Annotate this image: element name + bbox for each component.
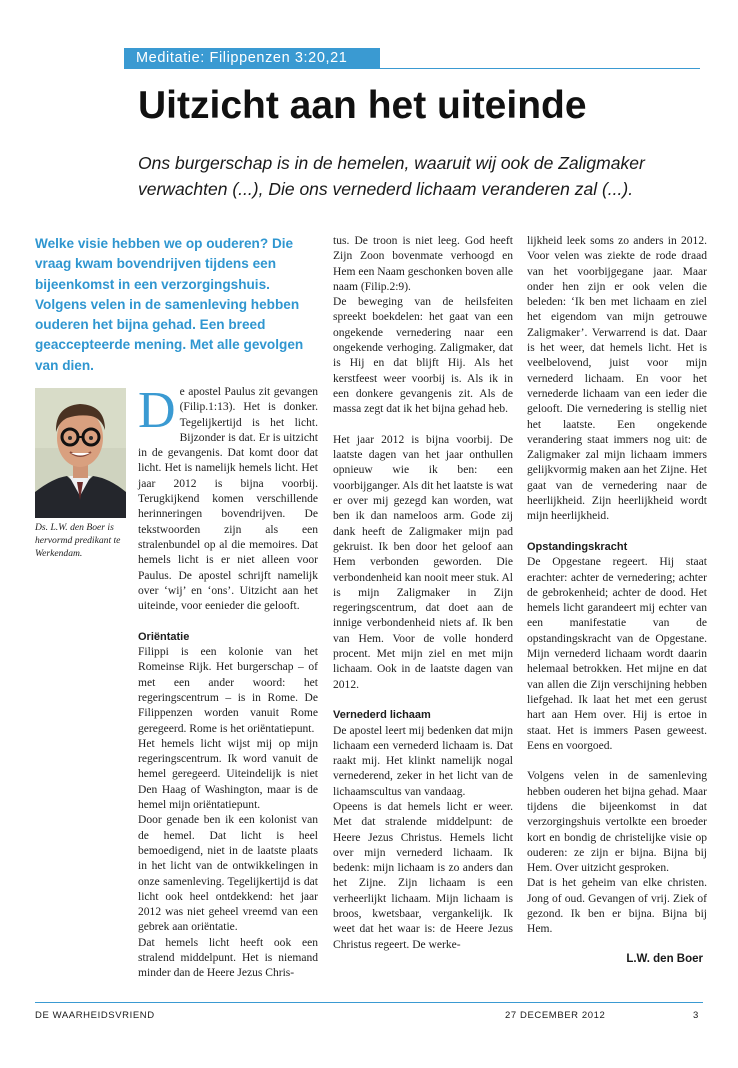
column-1-para-4: Door genade ben ik een kolonist van de hemel. Dat licht is heel bemoedigend, niet in de laatste plaats in het licht van de ontwikkelingen in onze samenleving. Tegelijkertijd is dat licht ook heel ontdekkend: het jaar 2012 was niet geheel vreemd van een gebrek aan oriëntatie. <box>138 814 318 934</box>
column-1-para-5: Dat hemels licht heeft ook een stralend middelpunt. Het is niemand minder dan de Heere Jezus Chris- <box>138 936 318 980</box>
article-column-2 <box>333 234 513 953</box>
column-2-para-3: Het jaar 2012 is bijna voorbij. De laatste dagen van het jaar onthullen opnieuw wie ik ben: een voorbijganger. Als dit het laatste is wat er over mij gezegd kan worden, wat ben ik dan nameloos arm. Gode zij dank heeft de Zaligmaker mijn pad gekruist. Ik ben door het geloof aan Hem verbonden geworden. Die verbondenheid kan nooit meer stuk. Al is mijn Zaligmaker in Zijn regeringscentrum, dat doet aan de innige verbondenheid niets af. Ik ben van Hem. Voor de volle honderd procent. Met mijn ziel en met mijn lichaam. Ook in de laatste dagen van 2012. <box>333 433 513 691</box>
column-1-opening <box>138 382 318 614</box>
author-portrait-image <box>35 388 126 518</box>
subheading-opstandingskracht: Opstandingskracht <box>527 540 628 553</box>
column-3-para-1: lijkheid leek soms zo anders in 2012. Voor velen was ziekte de rode draad van het voorbijgegane jaar. Maar onder hen zijn er ook velen die beleden: ‘Ik ben met lichaam en ziel het eigendom van mijn getrouwe Zaligmaker’. Verwarrend is dat. Daar is het weer, dat hemels licht. Het is veelbelovend, juist voor mijn vernederd lichaam. En voor het vernederde lichaam van een ieder die gelooft. Die vernedering is stellig niet het laatste. Een ongekende verandering staat immers nog uit: de Zaligmaker zal mijn lichaam immers gelijkvormig maken aan het Zijne. Het gaat van de vernedering naar de heerlijkheid. Zijn heerlijkheid wordt mijn heerlijkheid. <box>527 235 707 523</box>
column-3-para-4: Dat is het geheim van elke christen. Jong of oud. Gevangen of vrij. Ziek of gezond. Ik ben er bijna. Bijna bij Hem. <box>527 877 707 936</box>
article-column-3 <box>527 234 707 938</box>
author-signature: L.W. den Boer <box>626 953 703 965</box>
footer-date: 27 DECEMBER 2012 <box>505 1010 606 1021</box>
intro-lede <box>35 234 305 376</box>
column-1-para-3: Het hemels licht wijst mij op mijn regeringscentrum. Ik word vanuit de hemel geregeerd. Uiteindelijk is niet Den Haag of Washington, maar is de hemel mijn oriëntatiepunt. <box>138 737 318 812</box>
column-2-para-1: tus. De troon is niet leeg. God heeft Zijn Zoon bovenmate verhoogd en Hem een Naam geschonken boven alle naam (Filip.2:9). <box>333 235 513 293</box>
footer-rule <box>35 1002 703 1003</box>
subheading-vernederd-lichaam: Vernederd lichaam <box>333 709 431 722</box>
column-1-para-2: Filippi is een kolonie van het Romeinse Rijk. Het burgerschap – of met een ander woord: het regeringscentrum – is in Rome. De Filippenzen worden vanuit Rome geregeerd. Rome is het oriëntatiepunt. <box>138 646 318 735</box>
photo-caption: Ds. L.W. den Boer is hervormd predikant te Werkendam. <box>35 522 121 559</box>
column-3-para-3: Volgens velen in de samenleving hebben ouderen het bijna gehad. Maar tijdens die bijeenkomst in dat verzorgingshuis vertolkte een broeder kort en bondig de christelijke visie op ouderen: ze zijn er bijna. Bijna bij Hem. Over uitzicht gesproken. <box>527 770 707 875</box>
article-subtitle: Ons burgerschap is in de hemelen, waaruit wij ook de Zaligmaker verwachten (...), Die ons vernederd lichaam veranderen zal (...). <box>138 153 645 199</box>
column-2-para-2: De beweging van de heilsfeiten spreekt boekdelen: het gaat van een ongekende vernedering naar een ongekende verhoging. Zaligmaker, dat is Hij en dat blijft Hij. Als het kerstfeest weer voorbij is. Als ik in een donkere gevangenis zit. Als de massa zegt dat ik het bijna gehad heb. <box>333 296 513 416</box>
article-column-1 <box>138 382 318 982</box>
footer-page-number: 3 <box>693 1010 699 1021</box>
article-title: Uitzicht aan het uiteinde <box>138 84 587 127</box>
subheading-orientatie: Oriëntatie <box>138 630 190 643</box>
column-2-para-5: Opeens is dat hemels licht er weer. Met dat stralende middelpunt: de Heere Jezus Christus. Hemels licht over mijn vernederd lichaam. Ik bedenk: mijn lichaam is zo anders dan het Zijne. Zijn lichaam is een verheerlijkt lichaam. Mijn lichaam is broos, kwetsbaar, vergankelijk. Ik weet dat het waar is: de Heere Jezus Christus regeert. De werke- <box>333 800 513 951</box>
author-photo <box>35 388 126 518</box>
drop-cap: D <box>138 382 176 439</box>
column-2-para-4: De apostel leert mij bedenken dat mijn lichaam een vernederd lichaam is. Dat raakt mij. Het klinkt namelijk nogal vernederend, zeker in het licht van de lichaamscultus van vandaag. <box>333 724 513 798</box>
column-1-para-1: e apostel Paulus zit gevangen (Filip.1:13). Het is donker. Tegelijkertijd is het licht. Bijzonder is dat. Er is uitzicht in de gevangenis. Dat komt door dat licht. Het is namelijk hemels licht. Het jaar 2012 is bijna voorbij. Terugkijkend komen verschillende herinneringen bovendrijven. De tekstwoorden zijn als een stralenbundel op al die memoires. Dat hemels licht is er niet alleen voor Paulus. De apostel schrijft namelijk over ‘wij’ en ‘ons’. Uitzicht aan het uiteinde, voor eenieder die gelooft. <box>138 386 318 613</box>
header-rule <box>124 68 700 69</box>
intro-text: Welke visie hebben we op ouderen? Die vraag kwam bovendrijven tijdens een bijeenkomst in een verzorgingshuis. Volgens velen in de samenleving hebben ouderen het bijna gehad. Een breed geaccepteerde mening. Met alle gevolgen van dien. <box>35 236 304 373</box>
section-badge: Meditatie: Filippenzen 3:20,21 <box>124 48 380 68</box>
footer-publication: DE WAARHEIDSVRIEND <box>35 1010 155 1021</box>
column-3-para-2: De Opgestane regeert. Hij staat erachter: achter de vernedering; achter de gebrokenheid; achter de dood. Het hemels licht garandeert mij echter van een manifestatie van de opstandingskracht van de Opgestane. Mijn vernederd lichaam wordt daarin helemaal betrokken. Het mijne en dat van allen die Zijn verschijning hebben liefgehad. Ik laat het met een gerust hart aan Hem over. Hij is ertoe in staat. Het is immers Pasen geweest. Eens en voorgoed. <box>527 556 707 752</box>
